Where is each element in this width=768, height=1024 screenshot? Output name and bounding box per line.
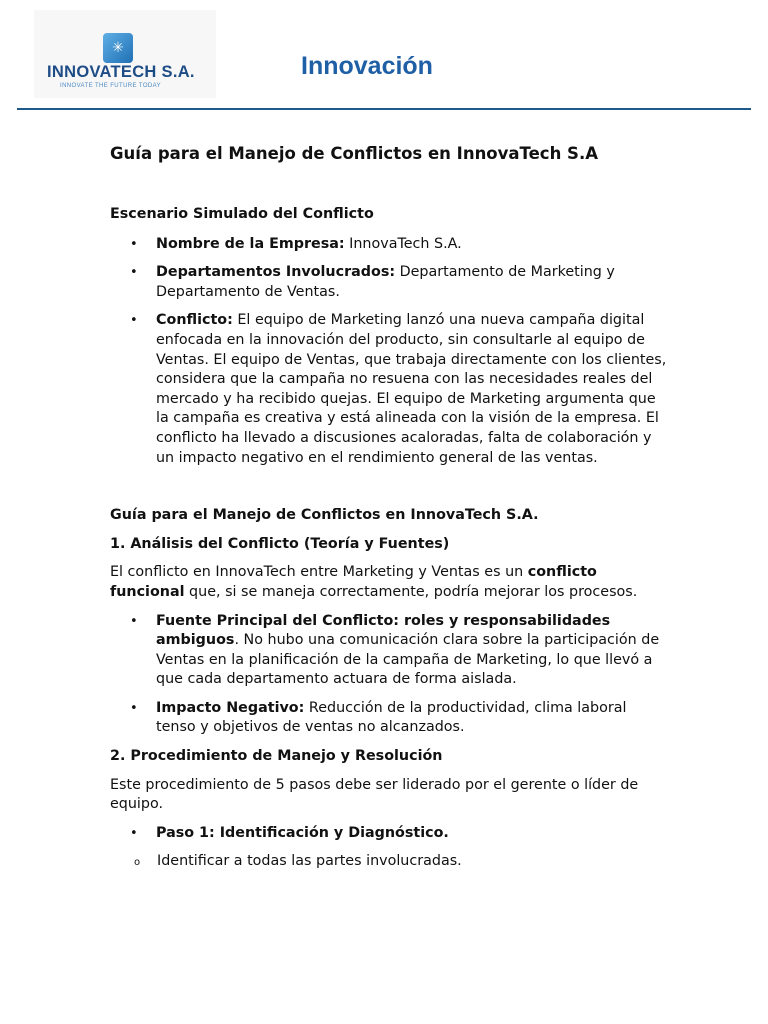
page-header [0,0,768,118]
guide-heading: Guía para el Manejo de Conflictos en InnovaTech S.A. [110,507,539,524]
section1-list [110,612,670,739]
item-text: El equipo de Marketing lanzó una nueva campaña digital enfocada en la innovación del producto, sin consultarle al equipo de Ventas. El equipo de Ventas, que trabaja directamente con los clientes, considera que la campaña no resuena con las necesidades reales del mercado y ha recibido quejas. El equipo de Marketing argumenta que la campaña es creativa y está alineada con la visión de la empresa. El conflicto ha llevado a discusiones acaloradas, falta de colaboración y un impacto negativo en el rendimiento general de las ventas. [156,312,667,466]
scenario-heading: Escenario Simulado del Conflicto [110,206,374,222]
logo-tagline: INNOVATE THE FUTURE TODAY [60,83,162,89]
item-text: InnovaTech S.A. [344,235,462,252]
item-label: Conflicto: [156,312,233,329]
intro-emphasis: conflicto funcional [110,564,597,600]
sub-list-item [64,852,670,872]
list-item [110,699,670,738]
list-item [110,235,670,255]
step-label: Paso 1: Identificación y Diagnóstico. [156,824,449,841]
section2-intro: Este procedimiento de 5 pasos debe ser liderado por el gerente o líder de equipo. [110,776,639,813]
item-text: . No hubo una comunicación clara sobre la participación de Ventas en la planificación de la campaña de Marketing, lo que llevó a que cada departamento actuara de forma aislada. [156,632,660,688]
intro-text: El conflicto en InnovaTech entre Marketing y Ventas es un [110,564,528,581]
step1-sublist [110,852,670,872]
item-label: Fuente Principal del Conflicto: roles y responsabilidades ambiguos [156,612,611,649]
list-item [110,824,670,844]
section2-list [110,824,670,844]
snowflake-icon: ✳ [103,33,133,63]
sub-item-text: Identificar a todas las partes involucradas. [157,853,462,870]
item-text: Departamento de Marketing y Departamento de Ventas. [156,264,615,300]
list-item [110,612,670,690]
section1-heading: 1. Análisis del Conflicto (Teoría y Fuentes) [110,535,450,552]
item-label: Impacto Negativo: [156,699,305,716]
document-title: Guía para el Manejo de Conflictos en InnovaTech S.A [110,144,598,163]
header-title: Innovación [301,52,433,80]
section2-heading: 2. Procedimiento de Manejo y Resolución [110,748,443,765]
logo-name: INNOVATECH S.A. [47,63,195,81]
item-label: Departamentos Involucrados: [156,264,396,281]
list-item [110,311,670,468]
document-body [110,143,670,872]
scenario-list [110,235,670,469]
list-item [110,263,670,302]
header-divider [17,108,751,110]
section1-intro [110,563,670,602]
item-label: Nombre de la Empresa: [156,235,345,252]
item-text: Reducción de la productividad, clima laboral tenso y objetivos de ventas no alcanzados. [156,699,627,736]
intro-text: que, si se maneja correctamente, podría mejorar los procesos. [184,583,638,600]
